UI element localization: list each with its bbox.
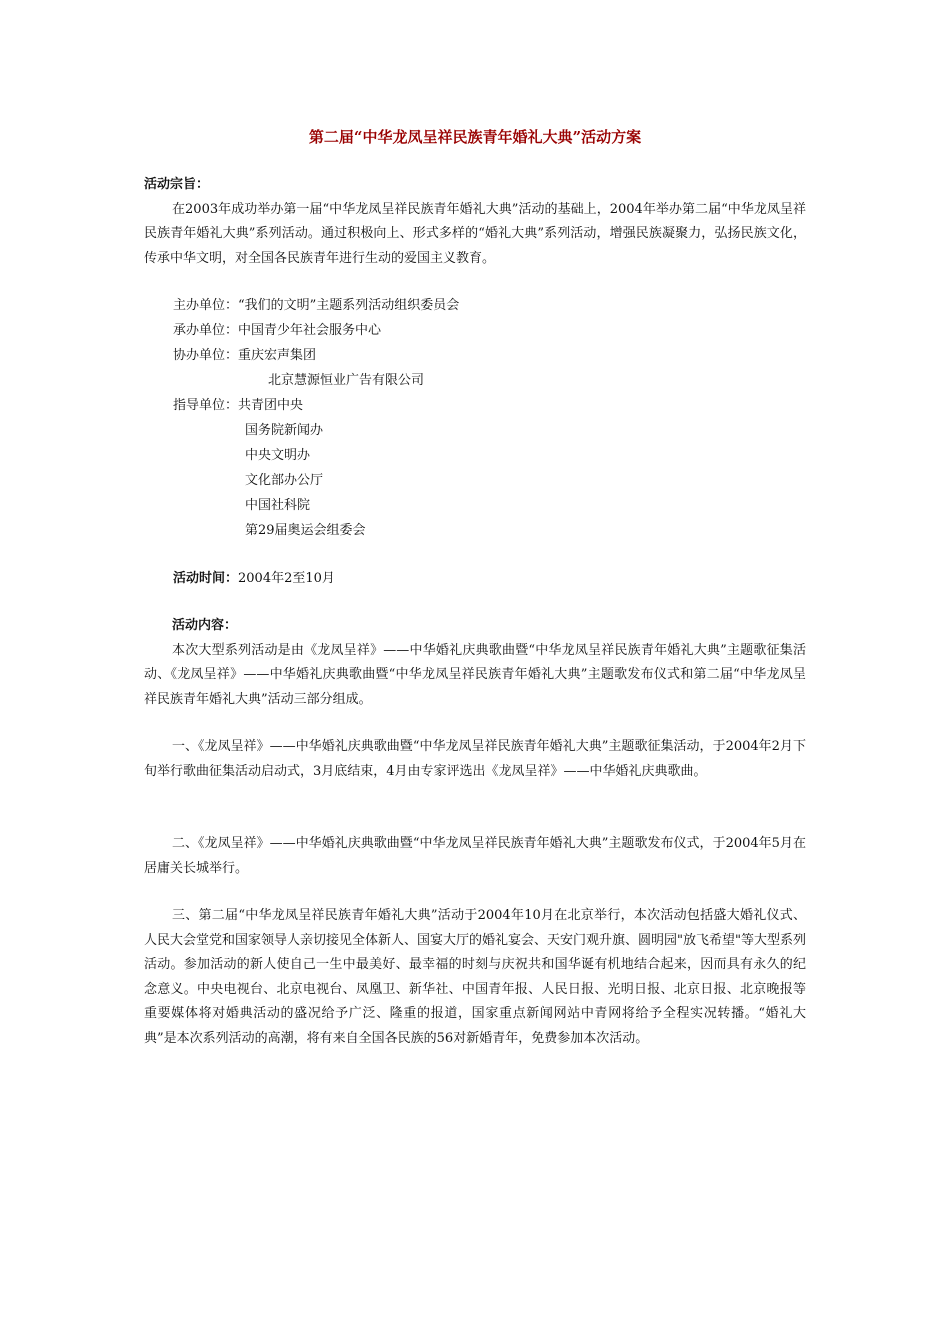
purpose-heading: 活动宗旨： — [144, 177, 210, 192]
part-three-text: 三、第二届“中华龙凤呈祥民族青年婚礼大典”活动于2004年10月在北京举行，本次活动包括盛大婚礼仪式、人民大会堂党和国家领导人亲切接见全体新人、国宴大厅的婚礼宴会、天安门观升旗、圆明园"放飞希望"等大型系列活动。参加活动的新人使自己一生中最美好、最幸福的时刻与庆祝共和国华诞有机地结合起来，因而具有永久的纪念意义。中央电视台、北京电视台、凤凰卫、新华社、中国青年报、人民日报、光明日报、北京日报、北京晚报等重要媒体将对婚典活动的盛况给予广泛、隆重的报道，国家重点新闻网站中青网将给予全程实况转播。“婚礼大典”是本次系列活动的高潮，将有来自全国各民族的56对新婚青年，免费参加本次活动。 — [144, 908, 806, 1046]
time-value: 2004年2至10月 — [238, 571, 335, 586]
co-organizer-1: 协办单位：重庆宏声集团 — [173, 348, 317, 363]
time-section — [173, 566, 335, 591]
part-three-section — [144, 904, 806, 1051]
part-one-section — [144, 735, 806, 784]
guidance-unit-3: 中央文明办 — [245, 448, 311, 463]
guidance-unit-4: 文化部办公厅 — [245, 473, 324, 488]
time-label: 活动时间： — [173, 571, 239, 586]
content-heading: 活动内容： — [172, 618, 238, 633]
guidance-unit-2: 国务院新闻办 — [245, 423, 324, 438]
co-organizer-2: 北京慧源恒业广告有限公司 — [268, 373, 425, 388]
host-organizer: 主办单位：“我们的文明”主题系列活动组织委员会 — [173, 298, 460, 313]
undertaker-organizer: 承办单位：中国青少年社会服务中心 — [173, 323, 382, 338]
guidance-unit-6: 第29届奥运会组委会 — [245, 523, 366, 538]
document-title: 第二届“中华龙凤呈祥民族青年婚礼大典”活动方案 — [308, 128, 642, 146]
content-section — [144, 614, 806, 712]
organizers-list — [173, 293, 459, 543]
purpose-section — [144, 173, 806, 271]
part-two-text: 二、《龙凤呈祥》——中华婚礼庆典歌曲暨“中华龙凤呈祥民族青年婚礼大典”主题歌发布仪式，于2004年5月在居庸关长城举行。 — [144, 836, 806, 876]
part-one-text: 一、《龙凤呈祥》——中华婚礼庆典歌曲暨“中华龙凤呈祥民族青年婚礼大典”主题歌征集活动，于2004年2月下旬举行歌曲征集活动启动式，3月底结束，4月由专家评选出《龙凤呈祥》——中华婚礼庆典歌曲。 — [144, 739, 806, 779]
guidance-unit-1: 指导单位：共青团中央 — [173, 398, 304, 413]
content-intro: 本次大型系列活动是由《龙凤呈祥》——中华婚礼庆典歌曲暨“中华龙凤呈祥民族青年婚礼大典”主题歌征集活动、《龙凤呈祥》——中华婚礼庆典歌曲暨“中华龙凤呈祥民族青年婚礼大典”主题歌发布仪式和第二届“中华龙凤呈祥民族青年婚礼大典”活动三部分组成。 — [144, 642, 806, 707]
guidance-unit-5: 中国社科院 — [245, 498, 311, 513]
part-two-section — [144, 832, 806, 881]
purpose-text: 在2003年成功举办第一届“中华龙凤呈祥民族青年婚礼大典”活动的基础上，2004年举办第二届“中华龙凤呈祥民族青年婚礼大典”系列活动。通过积极向上、形式多样的“婚礼大典”系列活动，增强民族凝聚力，弘扬民族文化，传承中华文明，对全国各民族青年进行生动的爱国主义教育。 — [144, 201, 806, 266]
